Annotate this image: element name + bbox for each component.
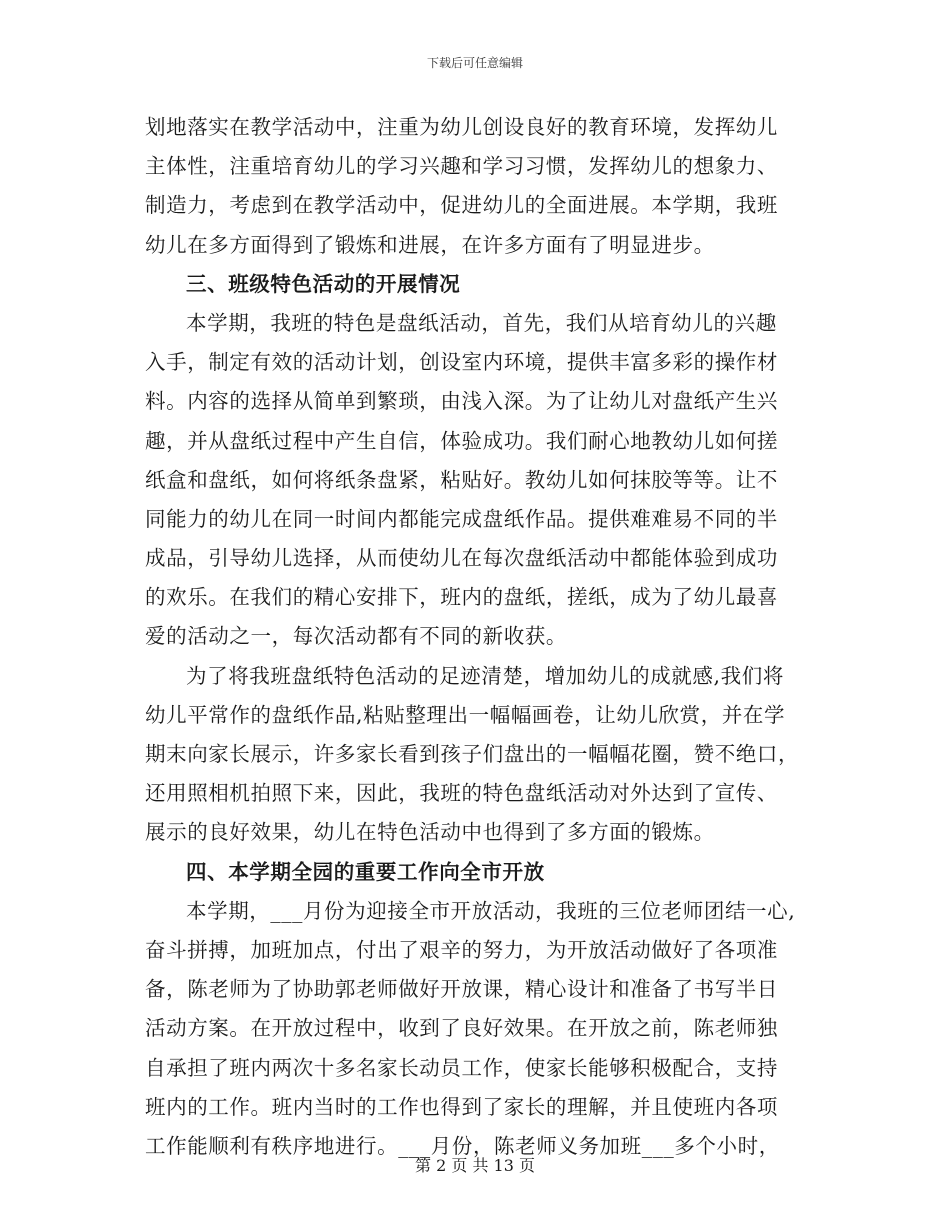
text-line: 还用照相机拍照下来，因此，我班的特色盘纸活动对外达到了宣传、 xyxy=(145,781,778,806)
text-line: 料。内容的选择从简单到繁琐，由浅入深。为了让幼儿对盘纸产生兴 xyxy=(145,389,778,414)
text-line: 的欢乐。在我们的精心安排下，班内的盘纸，搓纸，成为了幼儿最喜 xyxy=(145,585,778,610)
text-line: 自承担了班内两次十多名家长动员工作，使家长能够积极配合，支持 xyxy=(145,1055,778,1080)
text-line: 活动方案。在开放过程中，收到了良好效果。在开放之前，陈老师独 xyxy=(145,1016,778,1041)
text-line: 制造力，考虑到在教学活动中，促进幼儿的全面进展。本学期，我班 xyxy=(145,193,778,218)
text-line: 纸盒和盘纸，如何将纸条盘紧，粘贴好。教幼儿如何抹胶等等。让不 xyxy=(145,467,778,492)
text-line: 主体性，注重培育幼儿的学习兴趣和学习习惯，发挥幼儿的想象力、 xyxy=(145,154,778,179)
text-line: 期末向家长展示，许多家长看到孩子们盘出的一幅幅花圈，赞不绝口， xyxy=(145,742,800,766)
paragraph-first-line: 为了将我班盘纸特色活动的足迹清楚，增加幼儿的成就感,我们将 xyxy=(186,663,784,688)
text-line: 展示的良好效果，幼儿在特色活动中也得到了多方面的锻炼。 xyxy=(145,820,715,845)
section-heading: 三、班级特色活动的开展情况 xyxy=(186,271,461,296)
text-line: 成品，引导幼儿选择，从而使幼儿在每次盘纸活动中都能体验到成功 xyxy=(145,546,778,571)
text-line: 同能力的幼儿在同一时间内都能完成盘纸作品。提供难难易不同的半 xyxy=(145,506,778,531)
paragraph-first-line: 本学期，___月份为迎接全市开放活动，我班的三位老师团结一心, xyxy=(186,898,796,923)
page-number: 第 2 页 共 13 页 xyxy=(415,1156,535,1175)
text-line: 划地落实在教学活动中，注重为幼儿创设良好的教育环境，发挥幼儿 xyxy=(145,115,778,139)
section-heading: 四、本学期全园的重要工作向全市开放 xyxy=(186,859,545,884)
text-line: 备，陈老师为了协助郭老师做好开放课，精心设计和准备了书写半日 xyxy=(145,977,778,1002)
text-line: 工作能顺利有秩序地进行。___月份，陈老师义务加班___多个小时， xyxy=(145,1133,780,1158)
text-line: 幼儿平常作的盘纸作品,粘贴整理出一幅幅画卷，让幼儿欣赏，并在学 xyxy=(145,702,786,727)
text-line: 爱的活动之一，每次活动都有不同的新收获。 xyxy=(145,624,567,649)
text-line: 入手，制定有效的活动计划，创设室内环境，提供丰富多彩的操作材 xyxy=(145,350,778,375)
text-line: 奋斗拼搏，加班加点，付出了艰辛的努力，为开放活动做好了各项准 xyxy=(145,937,778,962)
text-line: 趣，并从盘纸过程中产生自信，体验成功。我们耐心地教幼儿如何搓 xyxy=(145,428,778,453)
page-header-note: 下载后可任意编辑 xyxy=(426,56,523,70)
text-line: 班内的工作。班内当时的工作也得到了家长的理解，并且使班内各项 xyxy=(145,1094,778,1119)
document-body xyxy=(145,108,825,1166)
text-line: 幼儿在多方面得到了锻炼和进展，在许多方面有了明显进步。 xyxy=(145,232,715,257)
paragraph-first-line: 本学期，我班的特色是盘纸活动，首先，我们从培育幼儿的兴趣 xyxy=(186,310,777,335)
